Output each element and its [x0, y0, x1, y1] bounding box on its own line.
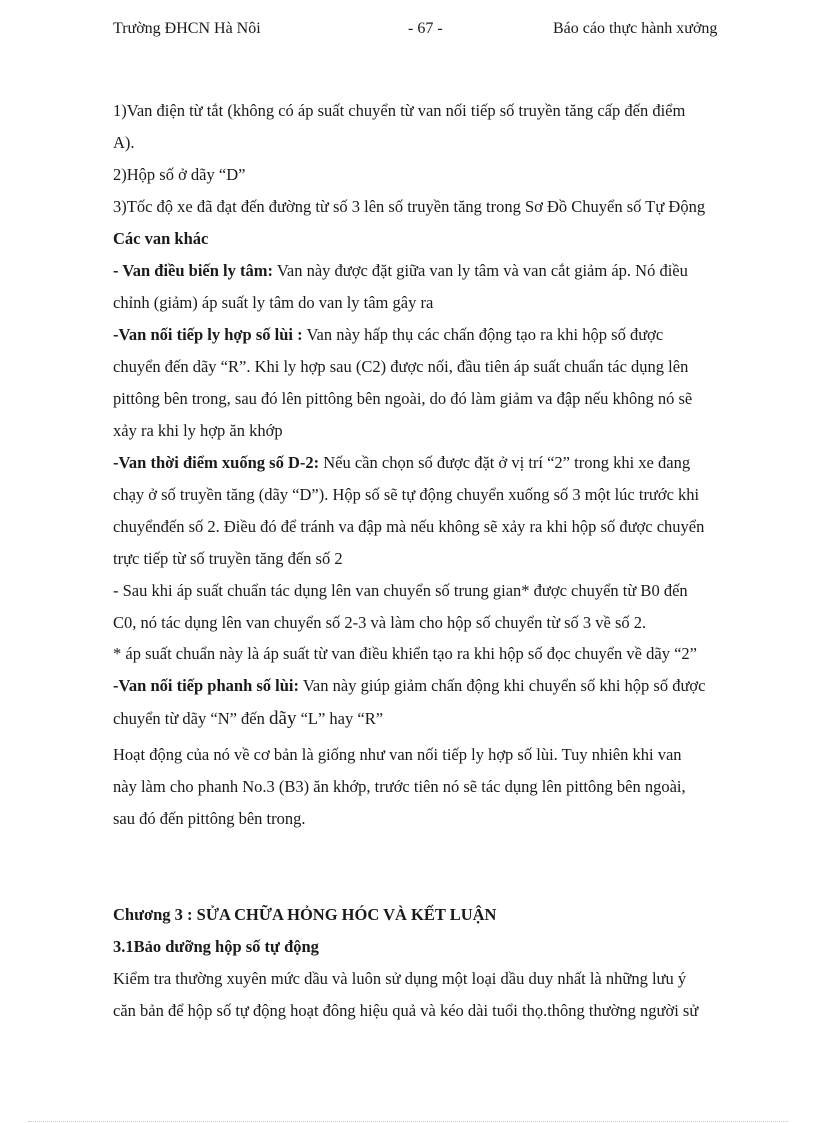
definition-text: Van này hấp thụ các chấn động tạo ra khi hộp số được: [302, 325, 664, 344]
subheading-other-valves: Các van khác: [113, 229, 209, 248]
paragraph-line: C0, nó tác dụng lên van chuyển số 2-3 và làm cho hộp số chuyển từ số 3 về số 2.: [113, 613, 647, 632]
paragraph-line: xảy ra khi ly hợp ăn khớp: [113, 421, 283, 440]
paragraph-line: trực tiếp từ số truyền tăng đến số 2: [113, 549, 343, 568]
paragraph-line: này làm cho phanh No.3 (B3) ăn khớp, trước tiên nó sẽ tác dụng lên pittông bên ngoài,: [113, 777, 686, 796]
term-reverse-brake-sequence: -Van nối tiếp phanh số lùi:: [113, 676, 300, 695]
term-reverse-clutch-sequence: -Van nối tiếp ly hợp số lùi :: [113, 325, 303, 344]
paragraph-line: - Sau khi áp suất chuẩn tác dụng lên van chuyển số trung gian* được chuyển từ B0 đến: [113, 581, 688, 600]
header-school: Trường ĐHCN Hà Nôi: [113, 20, 261, 37]
paragraph-line: [113, 709, 383, 729]
paragraph-line: [113, 261, 688, 281]
paragraph-line: A).: [113, 133, 135, 152]
paragraph-line: [113, 676, 705, 696]
paragraph-line: chạy ở số truyền tăng (dãy “D”). Hộp số sẽ tự động chuyển xuống số 3 một lúc trước khi: [113, 485, 700, 504]
paragraph-line: pittông bên trong, sau đó lên pittông bên ngoài, do đó làm giảm va đập nếu không nó sẽ: [113, 389, 693, 408]
term-downshift-timing: -Van thời điểm xuống số D-2:: [113, 453, 320, 472]
paragraph-line: 3)Tốc độ xe đã đạt đến đường từ số 3 lên số truyền tăng trong Sơ Đồ Chuyển số Tự Động: [113, 197, 706, 216]
header-page-number: - 67 -: [408, 20, 443, 37]
text-run-large: dãy: [269, 708, 297, 729]
header-report-title: Báo cáo thực hành xưởng: [553, 20, 718, 37]
chapter-heading: Chương 3 : SỬA CHỮA HỎNG HÓC VÀ KẾT LUẬN: [113, 905, 497, 924]
paragraph-line: chuyểnđến số 2. Điều đó để tránh va đập mà nếu không sẽ xảy ra khi hộp số được chuyển: [113, 517, 705, 536]
paragraph-line: căn bản để hộp số tự động hoạt đông hiệu quả và kéo dài tuổi thọ.thông thường người sử: [113, 1001, 699, 1020]
definition-text: Van này giúp giảm chấn động khi chuyển số khi hộp số được: [299, 676, 706, 695]
definition-text: Van này được đặt giữa van ly tâm và van cắt giảm áp. Nó điều: [273, 261, 688, 280]
paragraph-line: chỉnh (giảm) áp suất ly tâm do van ly tâm gây ra: [113, 293, 434, 312]
footnote-line: * áp suất chuẩn này là áp suất từ van điều khiển tạo ra khi hộp số đọc chuyển về dãy “2”: [113, 644, 697, 663]
paragraph-line: 1)Van điện từ tắt (không có áp suất chuyển từ van nối tiếp số truyền tăng cấp đến điểm: [113, 101, 686, 120]
definition-text: Nếu cần chọn số được đặt ở vị trí “2” trong khi xe đang: [319, 453, 691, 472]
text-run: “L” hay “R”: [296, 709, 384, 728]
paragraph-line: Kiểm tra thường xuyên mức dầu và luôn sử dụng một loại dầu duy nhất là những lưu ý: [113, 969, 687, 988]
page-header: [0, 20, 816, 46]
paragraph-line: 2)Hộp số ở dãy “D”: [113, 165, 246, 184]
text-run: chuyển từ dãy “N” đến: [113, 709, 270, 728]
term-centrifugal-modulator: - Van điều biến ly tâm:: [113, 261, 273, 280]
section-heading: 3.1Bảo dưỡng hộp số tự động: [113, 937, 319, 956]
paragraph-line: sau đó đến pittông bên trong.: [113, 809, 306, 828]
paragraph-line: Hoạt động của nó về cơ bản là giống như van nối tiếp ly hợp số lùi. Tuy nhiên khi van: [113, 745, 682, 764]
paragraph-line: chuyển đến dãy “R”. Khi ly hợp sau (C2) được nối, đầu tiên áp suất chuẩn tác dụng lên: [113, 357, 689, 376]
page-bottom-rule: [28, 1121, 788, 1122]
paragraph-line: [113, 325, 663, 345]
paragraph-line: [113, 453, 690, 473]
